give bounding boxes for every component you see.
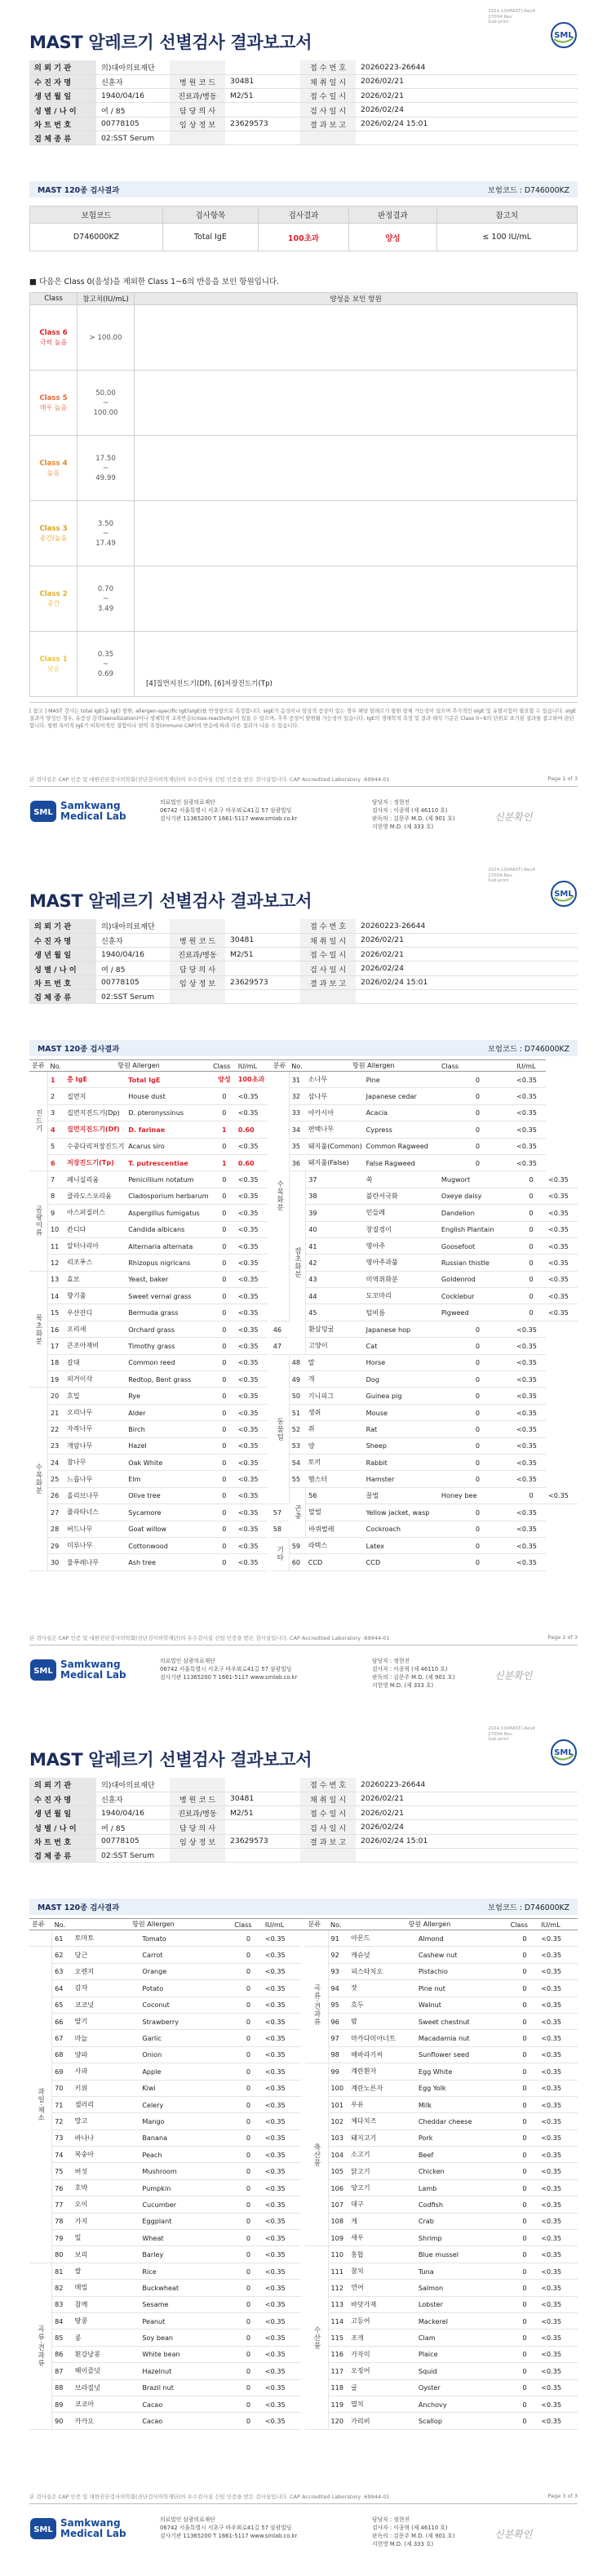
- samkwang-logo-icon: [29, 1659, 57, 1681]
- info-row: 검 체 종 류 02:SST Serum: [29, 989, 578, 1003]
- form-code: 2024.10(MAST).Rev4 27004.Rev. Sub-print: [488, 868, 535, 883]
- svg-text:SML: SML: [33, 1667, 53, 1676]
- info-row: 수 진 자 명 신훈자 병 원 코 드 30481 채 취 일 시 2026/02/21: [29, 933, 578, 947]
- table-row: 83 참깨 Sesame 0 <0.35 113 바닷가재 Lobster 0 <0.35: [29, 2296, 578, 2312]
- table-row: 69 사과 Apple 0 <0.35 축산물 99 계란흰자 Egg White 0 <0.35: [29, 2063, 578, 2080]
- class-table: Class 참고치(IU/mL) 양성을 보인 항원 Class 6 극히 높음 > 100.00 Class 5 매우 높음 50.00 ~ 100.00 Class 4 높음 17.50 ~ 49.99 Class 3 중간/높음 3.50 ~ 17.49 Class 2 중간 0.70 ~ 3.49 Class 1 낮음 0.35 ~ 0.69 [4]집먼지진드기(Df), [6]저장진드기(Tp): [29, 292, 578, 697]
- info-row: 성 별 / 나 이 여 / 85 담 당 의 사 검 사 일 시 2026/02/24: [29, 962, 578, 975]
- table-row: 과일·채소 62 당근 Carrot 0 <0.35 곡류·견과류 92 캐슈넛 Cashew nut 0 <0.35: [29, 1947, 578, 1963]
- table-row: 71 셀러리 Celery 0 <0.35 101 우유 Milk 0 <0.35: [29, 2096, 578, 2112]
- cap-footer: 본 검사실은 CAP 인증 및 대한진단검사의학회(진단검사의학재단)의 우수검사실 신임 인증을 받은 검사실입니다. CAP Accredited Laboratory :69944-01 Page 1 of 3: [29, 775, 578, 787]
- lab-address: 의료법인 삼광의료재단 06742 서울특별시 서초구 바우뫼로41길 57 삼광빌딩 검사기관 11365200 T 1661-5117 www.smlab.co.kr: [160, 2516, 298, 2539]
- form-code: 2024.10(MAST).Rev4 27004.Rev. Sub-print: [488, 9, 535, 24]
- info-row: 의 뢰 기 관 의)대아의료재단 접 수 번 호 20260223-26644: [29, 1778, 578, 1792]
- svg-text:SML: SML: [33, 808, 53, 817]
- form-code: 2024.10(MAST).Rev4 27004.Rev. Sub-print: [488, 1726, 535, 1742]
- table-row: 67 마늘 Garlic 0 <0.35 97 마카다미아너트 Macadamia nut 0 <0.35: [29, 2030, 578, 2046]
- table-row: 77 오이 Cucumber 0 <0.35 107 대구 Codfish 0 <0.35: [29, 2196, 578, 2213]
- patient-info-table: [29, 1778, 578, 1863]
- table-row: 26 올리브나무 Olive tree 0 <0.35 곤충 56 꿀벌 Honey bee 0 <0.35: [29, 1487, 578, 1503]
- table-row: 목초화분 13 효모 Yeast, baker 0 <0.35 43 미역취화분 Goldenrod 0 <0.35: [29, 1271, 578, 1287]
- table-row: 수목화분 20 호밀 Rye 0 <0.35 50 기니피그 Guinea pig 0 <0.35: [29, 1388, 578, 1404]
- class-row: Class 5 매우 높음 50.00 ~ 100.00: [30, 371, 578, 436]
- page-title: MAST 알레르기 선별검사 결과보고서: [29, 33, 312, 52]
- section-header: MAST 120종 검사결과 보험코드 : D746000KZ: [29, 1040, 578, 1056]
- table-row: 곰팡이류 7 페니실리움 Penicillium notatum 0 <0.35 잡초화분 37 쑥 Mugwort 0 <0.35: [29, 1171, 578, 1188]
- info-row: 수 진 자 명 신훈자 병 원 코 드 30481 채 취 일 시 2026/02/21: [29, 74, 578, 88]
- table-row: 3 집먼지진드기(Dp) D. pteronyssinus 0 <0.35 33 아카시아 Acacia 0 <0.35: [29, 1104, 578, 1121]
- class-row: Class 2 중간 0.70 ~ 3.49: [30, 566, 578, 632]
- table-row: 78 가지 Eggplant 0 <0.35 108 게 Crab 0 <0.35: [29, 2213, 578, 2229]
- table-row: 18 갈대 Common reed 0 <0.35 동물털 48 말 Horse 0 <0.35: [29, 1354, 578, 1370]
- table-row: 27 플라타너스 Sycamore 0 <0.35 57 말벌 Yellow jacket, wasp 0 <0.35: [29, 1504, 578, 1521]
- table-row: 80 보리 Barley 0 <0.35 수산물 110 홍합 Blue mussel 0 <0.35: [29, 2246, 578, 2263]
- table-row: 74 복숭아 Peach 0 <0.35 104 소고기 Beef 0 <0.35: [29, 2147, 578, 2163]
- table-row: 곡류·견과류 81 쌀 Rice 0 <0.35 111 참치 Tuna 0 <0.35: [29, 2263, 578, 2279]
- table-row: 76 호박 Pumpkin 0 <0.35 106 양고기 Lamb 0 <0.35: [29, 2179, 578, 2196]
- samkwang-logo-icon: [29, 800, 57, 823]
- table-row: 진드기 1 총 IgE Total IgE 양성 100초과 수목화분 31 소나무 Pine 0 <0.35: [29, 1072, 578, 1088]
- table-row: 5 수중다리저장진드기 Acarus siro 0 <0.35 35 돼지풀(Common) Common Ragweed 0 <0.35: [29, 1138, 578, 1154]
- lab-name: Samkwang Medical Lab: [60, 1659, 126, 1681]
- lab-staff: 담당자 : 정현진 검사자 : 이종혁 (제 46110 호) 판독의 : 김문주 M.D. (제 901 호) 지헌영 M.D. (제 333 호): [372, 1658, 455, 1689]
- page-title: MAST 알레르기 선별검사 결과보고서: [29, 891, 312, 911]
- lab-staff: 담당자 : 정현진 검사자 : 이종혁 (제 46110 호) 판독의 : 김문주 M.D. (제 901 호) 지헌영 M.D. (제 333 호): [372, 2516, 455, 2547]
- info-row: 성 별 / 나 이 여 / 85 담 당 의 사 검 사 일 시 2026/02/24: [29, 103, 578, 117]
- table-row: 14 향기풀 Sweet vernal grass 0 <0.35 44 도꼬마리 Cocklebur 0 <0.35: [29, 1288, 578, 1304]
- sml-logo-icon: [550, 1739, 578, 1766]
- lab-footer: [29, 797, 578, 842]
- lab-name: Samkwang Medical Lab: [60, 800, 126, 822]
- table-row: 87 헤이즐넛 Hazelnut 0 <0.35 117 오징어 Squid 0 <0.35: [29, 2363, 578, 2379]
- svg-text:SML: SML: [554, 890, 574, 899]
- table-row: 2 집먼지 House dust 0 <0.35 32 삼나무 Japanese cedar 0 <0.35: [29, 1088, 578, 1104]
- class-row: Class 1 낮음 0.35 ~ 0.69 [4]집먼지진드기(Df), [6]저장진드기(Tp): [30, 632, 578, 697]
- page-title: MAST 알레르기 선별검사 결과보고서: [29, 1750, 312, 1770]
- table-row: 90 카카오 Cacao 0 <0.35 120 가리비 Scallop 0 <0.35: [29, 2413, 578, 2429]
- summary-table: 보험코드 검사항목 검사결과 판정결과 참고치 D746000KZ Total IgE 100초과 양성 ≤ 100 IU/mL: [29, 206, 578, 251]
- report-page-2: [0, 859, 607, 1717]
- table-row: 16 오리새 Orchard grass 0 <0.35 46 환삼덩굴 Japanese hop 0 <0.35: [29, 1321, 578, 1337]
- section-header: MAST 120종 검사결과 보험코드 : D746000KZ: [29, 181, 578, 198]
- lab-address: 의료법인 삼광의료재단 06742 서울특별시 서초구 바우뫼로41길 57 삼광빌딩 검사기관 11365200 T 1661-5117 www.smlab.co.kr: [160, 799, 298, 822]
- table-row: 8 클라도스포리움 Cladosporium herbarum 0 <0.35 38 불란서국화 Oxeye daisy 0 <0.35: [29, 1188, 578, 1204]
- table-row: 15 우산잔디 Bermuda grass 0 <0.35 45 털비름 Pigweed 0 <0.35: [29, 1304, 578, 1321]
- report-page-3: [0, 1717, 607, 2576]
- cap-footer: 본 검사실은 CAP 인증 및 대한진단검사의학회(진단검사의학재단)의 우수검사실 신임 인증을 받은 검사실입니다. CAP Accredited Laboratory :69944-01 Page 3 of 3: [29, 2493, 578, 2504]
- table-row: 9 아스퍼질러스 Aspergillus fumigatus 0 <0.35 39 민들레 Dandelion 0 <0.35: [29, 1205, 578, 1221]
- summary-row: D746000KZ Total IgE 100초과 양성 ≤ 100 IU/mL: [30, 224, 578, 251]
- table-row: 66 딸기 Strawberry 0 <0.35 96 밤 Sweet chestnut 0 <0.35: [29, 2013, 578, 2029]
- lab-footer: [29, 1655, 578, 1701]
- info-row: 차 트 번 호 00778105 임 상 정 보 23629573 결 과 보 고 2026/02/24 15:01: [29, 117, 578, 131]
- table-row: 64 감자 Potato 0 <0.35 94 잣 Pine nut 0 <0.35: [29, 1980, 578, 1996]
- table-row: 72 망고 Mango 0 <0.35 102 체다치즈 Cheddar cheese 0 <0.35: [29, 2113, 578, 2130]
- table-row: 89 코코아 Cacao 0 <0.35 119 멸치 Anchovy 0 <0.35: [29, 2396, 578, 2412]
- signature: 신분확인: [494, 811, 533, 823]
- table-row: 65 코코넛 Coconut 0 <0.35 95 호두 Walnut 0 <0.35: [29, 1996, 578, 2013]
- table-row: 28 버드나무 Goat willow 0 <0.35 58 바퀴벌레 Cockroach 0 <0.35: [29, 1521, 578, 1537]
- table-row: 75 버섯 Mushroom 0 <0.35 105 닭고기 Chicken 0 <0.35: [29, 2163, 578, 2179]
- table-row: 70 키위 Kiwi 0 <0.35 100 계란노른자 Egg Yolk 0 <0.35: [29, 2080, 578, 2096]
- svg-text:SML: SML: [33, 2525, 53, 2534]
- table-row: 86 흰강낭콩 White bean 0 <0.35 116 가자미 Plaice 0 <0.35: [29, 2346, 578, 2362]
- table-row: 23 개암나무 Hazel 0 <0.35 53 양 Sheep 0 <0.35: [29, 1437, 578, 1454]
- lab-name: Samkwang Medical Lab: [60, 2517, 126, 2539]
- table-row: 11 알터나리아 Alternaria alternata 0 <0.35 41 명아주 Goosefoot 0 <0.35: [29, 1237, 578, 1254]
- table-row: 25 느릅나무 Elm 0 <0.35 55 햄스터 Hamster 0 <0.35: [29, 1471, 578, 1487]
- lab-address: 의료법인 삼광의료재단 06742 서울특별시 서초구 바우뫼로41길 57 삼광빌딩 검사기관 11365200 T 1661-5117 www.smlab.co.kr: [160, 1658, 298, 1681]
- info-row: 검 체 종 류 02:SST Serum: [29, 1848, 578, 1862]
- info-row: 차 트 번 호 00778105 임 상 정 보 23629573 결 과 보 고 2026/02/24 15:01: [29, 1834, 578, 1848]
- sml-logo-icon: [550, 21, 578, 49]
- allergen-table: 분류 No. 항원 Allergen Class IU/mL 분류 No. 항원 Allergen Class IU/mL 61 토마토 Tomato 0 <0.35 91 아몬드 Almond 0 <0.35 과일·채소 62 당근 Carrot 0 <0.35 곡류·견과류 92 캐슈넛 Cashew nut 0 <0.35 63 오렌지 Orange 0 <0.35 93 피스타치오 Pistachio 0 <0.35 64 감자 Potato 0 <0.35 94 잣 Pine nut 0 <0.35 65 코코넛 Coconut 0 <0.35 95 호두 Walnut 0 <0.35 66 딸기 Strawberry 0 <0.35 96 밤 Sweet chestnut 0 <0.35 67 마늘 Garlic 0 <0.35 97 마카다미아너트 Macadamia nut 0 <0.35 68 양파 Onion 0 <0.35 98 해바라기씨 Sunflower seed 0 <0.35 69 사과 Apple 0 <0.35 축산물 99 계란흰자 Egg White 0 <0.35 70 키위 Kiwi 0 <0.35 100 계란노른자 Egg Yolk 0 <0.35 71 셀러리 Celery 0 <0.35 101 우유 Milk 0 <0.35 72 망고 Mango 0 <0.35 102 체다치즈 Cheddar cheese 0 <0.35 73 바나나 Banana 0 <0.35 103 돼지고기 Pork 0 <0.35 74 복숭아 Peach 0 <0.35 104 소고기 Beef 0 <0.35 75 버섯 Mushroom 0 <0.35 105 닭고기 Chicken 0 <0.35 76 호박 Pumpkin 0 <0.35 106 양고기 Lamb 0 <0.35 77 오이 Cucumber 0 <0.35 107 대구 Codfish 0 <0.35 78 가지 Eggplant 0 <0.35 108 게 Crab 0 <0.35 79 밀 Wheat 0 <0.35 109 새우 Shrimp 0 <0.35 80 보리 Barley 0 <0.35 수산물 110 홍합 Blue mussel 0 <0.35 곡류·견과류 81 쌀 Rice 0 <0.35 111 참치 Tuna 0 <0.35 82 메밀 Buckwheat 0 <0.35 112 연어 Salmon 0 <0.35 83 참깨 Sesame 0 <0.35 113 바닷가재 Lobster 0 <0.35 84 땅콩 Peanut 0 <0.35 114 고등어 Mackerel 0 <0.35 85 콩 Soy bean 0 <0.35 115 조개 Clam 0 <0.35 86 흰강낭콩 White bean 0 <0.35 116 가자미 Plaice 0 <0.35 87 헤이즐넛 Hazelnut 0 <0.35 117 오징어 Squid 0 <0.35 88 브라질넛 Brazil nut 0 <0.35 118 굴 Oyster 0 <0.35 89 코코아 Cacao 0 <0.35 119 멸치 Anchovy 0 <0.35 90 카카오 Cacao 0 <0.35 120 가리비 Scallop 0 <0.35: [29, 1918, 578, 2430]
- signature: 신분확인: [494, 2529, 533, 2540]
- class-row: Class 4 높음 17.50 ~ 49.99: [30, 436, 578, 501]
- cap-footer: 본 검사실은 CAP 인증 및 대한진단검사의학회(진단검사의학재단)의 우수검사실 신임 인증을 받은 검사실입니다. CAP Accredited Laboratory :69944-01 Page 2 of 3: [29, 1634, 578, 1646]
- info-row: 차 트 번 호 00778105 임 상 정 보 23629573 결 과 보 고 2026/02/24 15:01: [29, 975, 578, 989]
- class-row: Class 6 극히 높음 > 100.00: [30, 305, 578, 371]
- table-row: 21 오리나무 Alder 0 <0.35 51 생쥐 Mouse 0 <0.35: [29, 1404, 578, 1420]
- info-row: 생 년 월 일 1940/04/16 진료과/병동 M2/51 접 수 일 시 2026/02/21: [29, 948, 578, 962]
- table-row: 6 저장진드기(Tp) T. putrescentiae 1 0.60 36 돼지풀(False) False Ragweed 0 <0.35: [29, 1154, 578, 1170]
- info-row: 생 년 월 일 1940/04/16 진료과/병동 M2/51 접 수 일 시 2026/02/21: [29, 1806, 578, 1820]
- sml-logo-icon: [550, 880, 578, 908]
- signature: 신분확인: [494, 1670, 533, 1681]
- patient-info-table: [29, 919, 578, 1004]
- table-row: 82 메밀 Buckwheat 0 <0.35 112 연어 Salmon 0 <0.35: [29, 2280, 578, 2296]
- table-row: 84 땅콩 Peanut 0 <0.35 114 고등어 Mackerel 0 <0.35: [29, 2312, 578, 2329]
- table-row: 4 집먼지진드기(Df) D. farinae 1 0.60 34 편백나무 Cypress 0 <0.35: [29, 1121, 578, 1138]
- lab-staff: 담당자 : 정현진 검사자 : 이종혁 (제 46110 호) 판독의 : 김문주 M.D. (제 901 호) 지헌영 M.D. (제 333 호): [372, 799, 455, 830]
- svg-text:SML: SML: [554, 1748, 574, 1757]
- lab-footer: [29, 2514, 578, 2560]
- footnote: [ 참고 ] MAST 검사는 total IgE(총 IgE) 항원, allergen-specific IgE(sIgE)를 반정량으로 측정합니다. sIgE가 음성이나 임상적 증상이 있는 경우 해당 알레르기 항원 항체 가능성이 있으며 추가적인 sIgE 및 유발시험이 필요할 수 있습니다. sIgE 결과가 양성인 경우, 유증상 감작(sensitization)이나 생체학적 교차반응(cross-reactivity)이 있을 수 있으며, 추후 증상이 발현될 가능성이 있습니다. IgE의 생체학적 측정 및 결과 해석 기준은 Class 0~6의 단위로 표기된 결과를 참고하여 판단합니다. 항원 특이적 IgE가 비특이적인 결합이나 면역 측정(immuno CAP)의 반응에 따라 다른 결과가 나올 수 있습니다.: [29, 702, 578, 730]
- table-row: 85 콩 Soy bean 0 <0.35 115 조개 Clam 0 <0.35: [29, 2330, 578, 2346]
- info-row: 의 뢰 기 관 의)대아의료재단 접 수 번 호 20260223-26644: [29, 60, 578, 74]
- table-row: 19 외겨이삭 Redtop, Bent grass 0 <0.35 49 개 Dog 0 <0.35: [29, 1371, 578, 1388]
- info-row: 성 별 / 나 이 여 / 85 담 당 의 사 검 사 일 시 2026/02/24: [29, 1820, 578, 1834]
- table-row: 12 리조푸스 Rhizopus nigricans 0 <0.35 42 명아주과풀 Russian thistle 0 <0.35: [29, 1255, 578, 1271]
- allergen-table: 분류 No. 항원 Allergen Class IU/mL 분류 No. 항원 Allergen Class IU/mL 진드기 1 총 IgE Total IgE 양성 100초과 수목화분 31 소나무 Pine 0 <0.35 2 집먼지 House dust 0 <0.35 32 삼나무 Japanese cedar 0 <0.35 3 집먼지진드기(Dp) D. pteronyssinus 0 <0.35 33 아카시아 Acacia 0 <0.35 4 집먼지진드기(Df) D. farinae 1 0.60 34 편백나무 Cypress 0 <0.35 5 수중다리저장진드기 Acarus siro 0 <0.35 35 돼지풀(Common) Common Ragweed 0 <0.35 6 저장진드기(Tp) T. putrescentiae 1 0.60 36 돼지풀(False) False Ragweed 0 <0.35 곰팡이류 7 페니실리움 Penicillium notatum 0 <0.35 잡초화분 37 쑥 Mugwort 0 <0.35 8 클라도스포리움 Cladosporium herbarum 0 <0.35 38 불란서국화 Oxeye daisy 0 <0.35 9 아스퍼질러스 Aspergillus fumigatus 0 <0.35 39 민들레 Dandelion 0 <0.35 10 칸디다 Candida albicans 0 <0.35 40 창질경이 English Plantain 0 <0.35 11 알터나리아 Alternaria alternata 0 <0.35 41 명아주 Goosefoot 0 <0.35 12 리조푸스 Rhizopus nigricans 0 <0.35 42 명아주과풀 Russian thistle 0 <0.35 목초화분 13 효모 Yeast, baker 0 <0.35 43 미역취화분 Goldenrod 0 <0.35 14 향기풀 Sweet vernal grass 0 <0.35 44 도꼬마리 Cocklebur 0 <0.35 15 우산잔디 Bermuda grass 0 <0.35 45 털비름 Pigweed 0 <0.35 16 오리새 Orchard grass 0 <0.35 46 환삼덩굴 Japanese hop 0 <0.35 17 큰조아재비 Timothy grass 0 <0.35 47 고양이 Cat 0 <0.35 18 갈대 Common reed 0 <0.35 동물털 48 말 Horse 0 <0.35 19 외겨이삭 Redtop, Bent grass 0 <0.35 49 개 Dog 0 <0.35 수목화분 20 호밀 Rye 0 <0.35 50 기니피그 Guinea pig 0 <0.35 21 오리나무 Alder 0 <0.35 51 생쥐 Mouse 0 <0.35 22 자작나무 Birch 0 <0.35 52 쥐 Rat 0 <0.35 23 개암나무 Hazel 0 <0.35 53 양 Sheep 0 <0.35 24 참나무 Oak White 0 <0.35 54 토끼 Rabbit 0 <0.35 25 느릅나무 Elm 0 <0.35 55 햄스터 Hamster 0 <0.35 26 올리브나무 Olive tree 0 <0.35 곤충 56 꿀벌 Honey bee 0 <0.35 27 플라타너스 Sycamore 0 <0.35 57 말벌 Yellow jacket, wasp 0 <0.35 28 버드나무 Goat willow 0 <0.35 58 바퀴벌레 Cockroach 0 <0.35 29 미루나무 Cottonwood 0 <0.35 기타 59 라텍스 Latex 0 <0.35 30 물푸레나무 Ash tree 0 <0.35 60 CCD CCD 0 <0.35: [29, 1059, 578, 1571]
- info-row: 수 진 자 명 신훈자 병 원 코 드 30481 채 취 일 시 2026/02/21: [29, 1792, 578, 1805]
- table-row: 24 참나무 Oak White 0 <0.35 54 토끼 Rabbit 0 <0.35: [29, 1454, 578, 1470]
- table-row: 88 브라질넛 Brazil nut 0 <0.35 118 굴 Oyster 0 <0.35: [29, 2379, 578, 2396]
- table-row: 30 물푸레나무 Ash tree 0 <0.35 60 CCD CCD 0 <0.35: [29, 1554, 578, 1570]
- table-row: 79 밀 Wheat 0 <0.35 109 새우 Shrimp 0 <0.35: [29, 2230, 578, 2246]
- info-row: 생 년 월 일 1940/04/16 진료과/병동 M2/51 접 수 일 시 2026/02/21: [29, 89, 578, 103]
- table-row: 29 미루나무 Cottonwood 0 <0.35 기타 59 라텍스 Latex 0 <0.35: [29, 1537, 578, 1553]
- svg-text:SML: SML: [554, 31, 574, 40]
- report-page-1: [0, 0, 607, 859]
- table-row: 73 바나나 Banana 0 <0.35 103 돼지고기 Pork 0 <0.35: [29, 2130, 578, 2146]
- patient-info-table: [29, 60, 578, 145]
- section-header: MAST 120종 검사결과 보험코드 : D746000KZ: [29, 1899, 578, 1915]
- class-note: ■ 다음은 Class 0(음성)을 제외한 Class 1~6의 반응을 보인 항원입니다.: [29, 278, 280, 286]
- info-row: 검 체 종 류 02:SST Serum: [29, 131, 578, 144]
- table-row: 68 양파 Onion 0 <0.35 98 해바라기씨 Sunflower seed 0 <0.35: [29, 2046, 578, 2063]
- table-row: 17 큰조아재비 Timothy grass 0 <0.35 47 고양이 Cat 0 <0.35: [29, 1338, 578, 1354]
- table-row: 10 칸디다 Candida albicans 0 <0.35 40 창질경이 English Plantain 0 <0.35: [29, 1221, 578, 1237]
- table-row: 61 토마토 Tomato 0 <0.35 91 아몬드 Almond 0 <0.35: [29, 1930, 578, 1947]
- class-row: Class 3 중간/높음 3.50 ~ 17.49: [30, 501, 578, 566]
- table-row: 63 오렌지 Orange 0 <0.35 93 피스타치오 Pistachio 0 <0.35: [29, 1963, 578, 1979]
- samkwang-logo-icon: [29, 2517, 57, 2540]
- table-row: 22 자작나무 Birch 0 <0.35 52 쥐 Rat 0 <0.35: [29, 1421, 578, 1437]
- info-row: 의 뢰 기 관 의)대아의료재단 접 수 번 호 20260223-26644: [29, 919, 578, 933]
